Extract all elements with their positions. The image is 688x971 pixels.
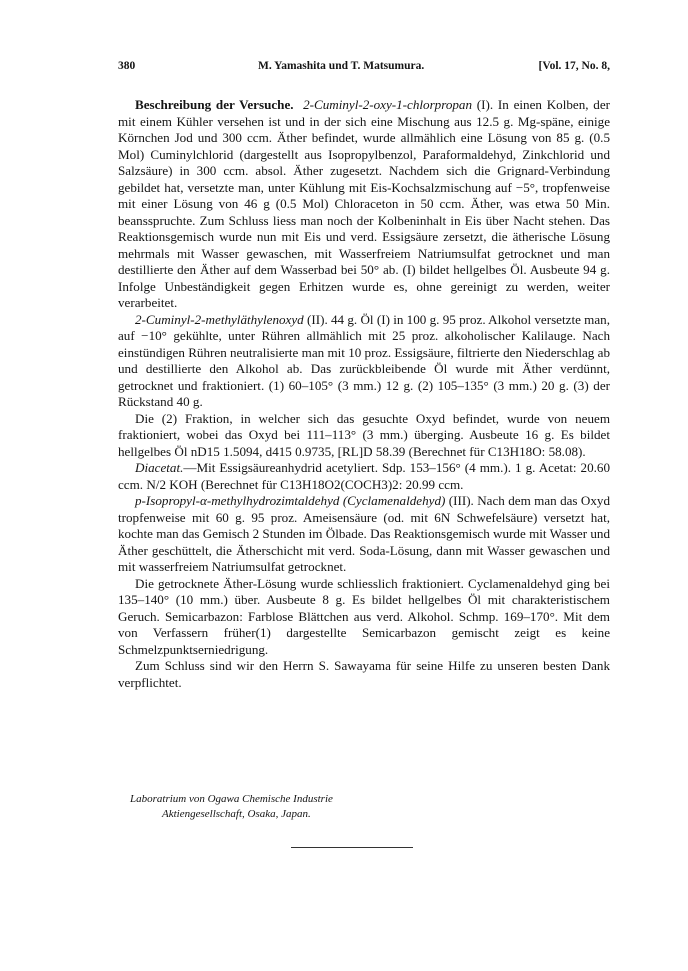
running-authors: M. Yamashita und T. Matsumura. (258, 60, 425, 72)
compound-name-3: Diacetat. (135, 460, 184, 475)
paragraph-preparation-3 (118, 493, 610, 576)
volume-info: [Vol. 17, No. 8, (538, 60, 610, 72)
paragraph-text: Nach dem man das Oxyd tropfenweise mit 60 g. 95 proz. Ameisensäure (od. mit 6N Schwefelsäure) versetzt hat, kochte man das Gemisch 2 Stunden im Ölbade. Das Reaktionsgemisch wurde mit Wasser und Äther geschüttelt, die Ätherschicht mit verd. Soda-Lösung, dann mit Wasser gewaschen und mit wasserfreiem Natriumsulfat getrocknet. (118, 493, 611, 574)
article-body (118, 97, 610, 691)
affiliation-line-2: Aktiengesellschaft, Osaka, Japan. (162, 808, 311, 820)
paragraph-text: —Mit Essigsäureanhydrid acetyliert. Sdp. 153–156° (4 mm.). 1 g. Acetat: 20.60 ccm. N/2 KOH (Berechnet für C13H18O2(COCH3)2: 20.99 ccm. (118, 460, 610, 492)
affiliation (130, 792, 430, 822)
paragraph-text: (II). 44 g. Öl (I) in 100 g. 95 proz. Alkohol versetzte man, auf −10° gekühlte, unter Rühren allmählich mit 25 proz. alkoholischer Kalilauge. Nach einstündigen Rühren neutralisierte man mit 10 proz. Essigsäure, filtrierte den Niederschlag ab und destillierte den Alkohol ab. Das zurückbleibende Öl wurde mit Äther verdünnt, getrocknet und fraktioniert. (1) 60–105° (3 mm.) 12 g. (2) 105–135° (3 mm.) 20 g. (3) der Rückstand 40 g. (118, 311, 610, 409)
compound-label-1: (I). (476, 97, 494, 112)
compound-label-3: (III). (448, 493, 474, 508)
page-number: 380 (118, 60, 136, 72)
affiliation-line-1: Laboratrium von Ogawa Chemische Industrie (130, 793, 333, 805)
paragraph-text: In einen Kolben, der mit einem Kühler versehen ist und in der sich eine Mischung aus 12.5 g. Mg-späne, einige Körnchen Jod und 300 ccm. Äther befindet, wurde allmählich eine Lösung von 85 g. (0.5 Mol) Cuminylchlorid (dargestellt aus Isopropylbenzol, Paraformaldehyd, Zinkchlorid und Salzsäure) in 300 ccm. absol. Äther zugesetzt. Nachdem sich die Grignard-Verbindung gebildet hat, versetzte man, unter Kühlung mit Eis-Kochsalzmischung auf −5°, tropfenweise mit einer Lösung von 46 g (0.5 Mol) Chloraceton in 50 ccm. Äther, was etwa 50 Min. beansspruchte. Zum Schluss liess man noch der Kolbeninhalt in Eis über Nacht stehen. Das Reaktionsgemisch wurde nun mit Eis und verd. Essigsäure zersetzt, die ätherische Lösung mehrmals mit Wasser gewaschen, mit Wasserfreiem Natriumsulfat getrocknet und man destillierte den Äther auf dem Wasserbad bei 50° ab. (I) bildet hellgelbes Öl. Ausbeute 94 g. Infolge Unbeständigkeit gegen Erhitzen wurde es, ohne gereinigt zu werden, weiter verarbeitet. (118, 97, 610, 310)
paragraph-result: Die getrocknete Äther-Lösung wurde schliesslich fraktioniert. Cyclamenaldehyd ging bei 135–140° (10 mm.) über. Ausbeute 8 g. Es bildet hellgelbes Öl mit charakteristischem Geruch. Semicarbazon: Farblose Blättchen aus verd. Alkohol. Schmp. 169–170°. Mit dem von Verfassern früher(1) dargestellte Semicarbazon gemischt zeigt es keine Schmelzpunktserniedrigung. (118, 575, 610, 657)
compound-name-2: 2-Cuminyl-2-methyläthylenoxyd (135, 311, 304, 327)
paragraph-diacetate (118, 460, 610, 493)
compound-name-4: p-Isopropyl-α-methylhydrozimtaldehyd (Cyclamenaldehyd) (135, 493, 446, 508)
paragraph-preparation-2 (118, 312, 610, 411)
paragraph-acknowledgement: Zum Schluss sind wir den Herrn S. Sawayama für seine Hilfe zu unseren besten Dank verpflichtet. (118, 658, 610, 690)
page-header (118, 60, 610, 80)
paragraph-fractionation: Die (2) Fraktion, in welcher sich das gesuchte Oxyd befindet, wurde von neuem fraktioniert, wobei das Oxyd bei 111–113° (3 mm.) überging. Ausbeute 16 g. Es bildet hellgelbes Öl nD15 1.5094, d415 0.9735, [RL]D 58.39 (Berechnet für C13H18O: 58.08). (118, 410, 610, 459)
section-heading: Beschreibung der Versuche. (135, 97, 294, 112)
paragraph-preparation-1 (118, 97, 610, 312)
compound-name-1: 2-Cuminyl-2-oxy-1-chlorpropan (303, 97, 473, 112)
closing-rule (291, 847, 413, 848)
